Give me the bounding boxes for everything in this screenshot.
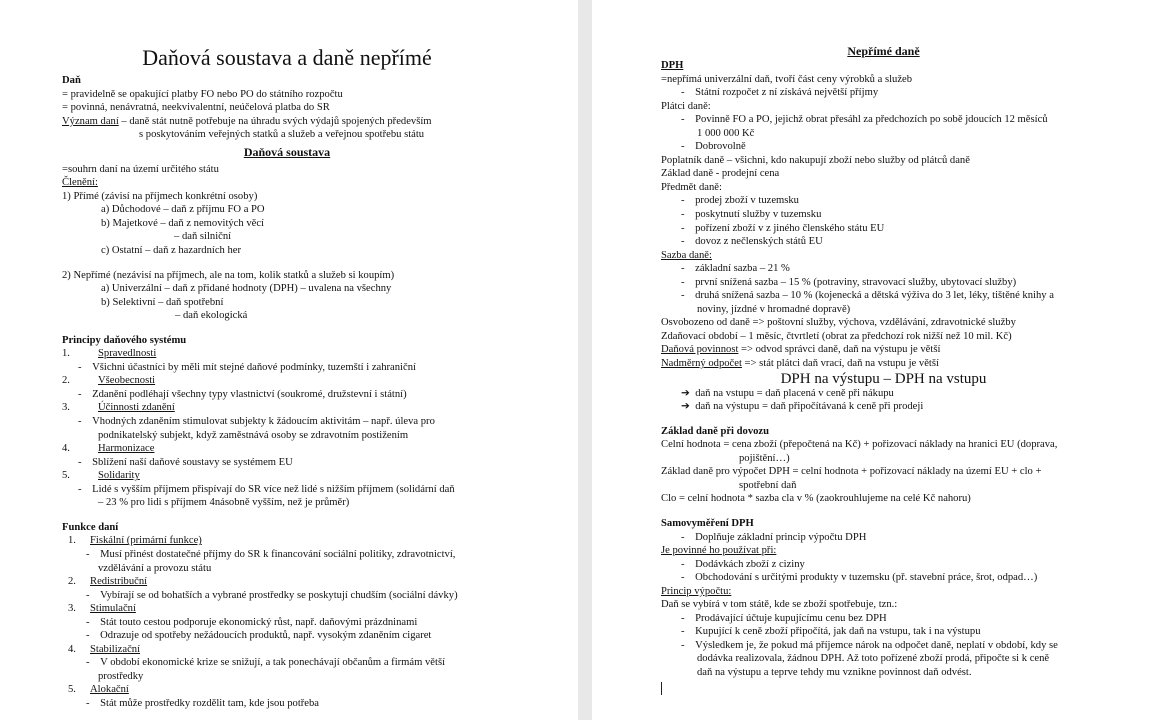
funkce-item-2-text: - Vybírají se od bohatších a vybrané prostředky se poskytují chudším (sociální dávky) bbox=[86, 589, 458, 601]
funkce-item-5-text: - Stát může prostředky rozdělit tam, kde jsou potřeba bbox=[86, 697, 320, 709]
document-page-right[interactable] bbox=[592, 0, 1170, 720]
dovoz-1: Celní hodnota = cena zboží (přepočtená na Kč) + pořizovací náklady na hranici EU (doprava, bbox=[661, 439, 1058, 451]
dovoz-2: Základ daně pro výpočet DPH = celní hodnota + pořizovací náklady na území EU + clo + bbox=[661, 466, 1042, 478]
platci-1: - Povinně FO a PO, jejichž obrat přesáhl za předchozích po sobě jdoucích 12 měsíců bbox=[681, 114, 1048, 126]
princip-item-cont: dodávka realizovala, žádnou DPH. Až toto pořízené zboží prodá, připočte si k ceně bbox=[697, 653, 1050, 665]
predmet-item: - poskytnutí služby v tuzemsku bbox=[681, 209, 822, 221]
principy-item-2: 2. Všeobecnosti bbox=[62, 375, 156, 387]
sazba-label: Sazba daně: bbox=[661, 249, 712, 261]
neprime-b: b) Selektivní – daň spotřební bbox=[101, 296, 224, 308]
funkce-item-1: 1. Fiskální (primární funkce) bbox=[68, 535, 202, 547]
sazba-2: - první snížená sazba – 15 % (potraviny, stravovací služby, ubytovací služby) bbox=[681, 276, 1017, 288]
funkce-item-4-text-2: prostředky bbox=[98, 670, 144, 682]
dan-def-2: = povinná, nenávratná, neekvivalentní, neúčelová platba do SR bbox=[62, 102, 330, 114]
zaklad: Základ daně - prodejní cena bbox=[661, 168, 780, 180]
vyznam-label: Význam daní bbox=[62, 115, 119, 127]
dovoz-heading: Základ daně při dovozu bbox=[661, 425, 770, 437]
neprime-line: 2) Nepřímé (nezávisí na příjmech, ale na tom, kolik statků a služeb si koupím) bbox=[62, 269, 395, 281]
neprime-a: a) Univerzální – daň z přidané hodnoty (DPH) – uvalena na všechny bbox=[101, 283, 392, 295]
vystup-vstup-heading: DPH na výstupu – DPH na vstupu bbox=[780, 370, 987, 387]
platci-2: - Dobrovolně bbox=[681, 141, 746, 153]
arrow-right-icon: ➔ bbox=[681, 387, 690, 399]
funkce-item-2: 2. Redistribuční bbox=[68, 576, 148, 588]
predmet-item: - dovoz z nečlenských států EU bbox=[681, 236, 823, 248]
prime-b: b) Majetkové – daň z nemovitých věcí bbox=[101, 217, 264, 229]
document-page-left[interactable] bbox=[0, 0, 578, 720]
neprime-b2: – daň ekologická bbox=[175, 310, 248, 322]
funkce-item-3: 3. Stimulační bbox=[68, 603, 136, 615]
nadmerny-odpocet: Nadměrný odpočet => stát plátci daň vrací, daň na vstupu je větší bbox=[661, 358, 939, 370]
princip-item: - Kupující k ceně zboží připočítá, jak daň na vstupu, tak i na výstupu bbox=[681, 626, 981, 638]
platci-label: Plátci daně: bbox=[661, 100, 711, 112]
principy-heading: Principy daňového systému bbox=[62, 334, 187, 346]
princip-label: Princip výpočtu: bbox=[661, 585, 732, 597]
dph-def: =nepřímá univerzální daň, tvoří část ceny výrobků a služeb bbox=[661, 73, 913, 85]
prime-a: a) Důchodové – daň z příjmu FO a PO bbox=[101, 204, 265, 216]
page-title: Daňová soustava a daně nepřímé bbox=[142, 45, 432, 70]
principy-item-5-text-2: – 23 % pro lidi s příjmem 4násobně vyšším, než je průměr) bbox=[98, 497, 350, 509]
danova-povinnost: Daňová povinnost => odvod správci daně, daň na výstupu je větší bbox=[661, 344, 941, 356]
osvobozeno: Osvobozeno od daně => poštovní služby, výchova, vzdělávání, zdravotnické služby bbox=[661, 317, 1016, 329]
princip-item-cont: daň na výstupu a teprve tehdy mu vznikne povinnost daň odvést. bbox=[697, 666, 972, 678]
dan-def-1: = pravidelně se opakující platby FO nebo PO do státního rozpočtu bbox=[62, 88, 343, 100]
soustava-heading: Daňová soustava bbox=[243, 144, 331, 159]
povinne-item: - Dodávkách zboží z ciziny bbox=[681, 558, 805, 570]
funkce-item-3-text: - Stát touto cestou podporuje ekonomický růst, např. daňovými prázdninami bbox=[86, 616, 418, 628]
principy-item-5: 5. Solidarity bbox=[62, 470, 140, 482]
principy-item-3: 3. Účinnosti zdanění bbox=[62, 402, 175, 414]
principy-item-4: 4. Harmonizace bbox=[62, 443, 155, 455]
funkce-heading: Funkce daní bbox=[62, 521, 119, 533]
funkce-item-5: 5. Alokační bbox=[68, 684, 129, 696]
prime-line: 1) Přímé (závisí na příjmech konkrétní osoby) bbox=[62, 190, 258, 202]
principy-item-1-text: - Všichni účastníci by měli mít stejné daňové podmínky, tuzemští i zahraniční bbox=[78, 361, 416, 373]
dph-label: DPH bbox=[661, 60, 684, 71]
dovoz-2b: spotřební daň bbox=[739, 479, 797, 491]
predmet-label: Předmět daně: bbox=[661, 181, 722, 193]
funkce-item-3-text-b: - Odrazuje od spotřeby nežádoucích produktů, např. vysokým zdaněním cigaret bbox=[86, 630, 432, 642]
neprime-dane-heading: Nepřímé daně bbox=[847, 44, 920, 58]
zdanovaci-obdobi: Zdaňovací období – 1 měsíc, čtvrtletí (obrat za předchozí rok nižší než 10 mil. Kč) bbox=[661, 330, 1012, 342]
funkce-item-1-text-2: vzdělávání a provozu státu bbox=[98, 562, 212, 574]
povinne-label: Je povinné ho používat při: bbox=[661, 545, 777, 557]
principy-item-3-text: - Vhodných zdaněním stimulovat subjekty k žádoucím aktivitám – např. úleva pro bbox=[78, 416, 435, 428]
samo-1: - Doplňuje základní princip výpočtu DPH bbox=[681, 531, 867, 543]
poplatnik: Poplatník daně – všichni, kdo nakupují zboží nebo služby od plátců daně bbox=[661, 154, 970, 166]
sazba-3: - druhá snížená sazba – 10 % (kojenecká a dětská výživa do 3 let, léky, tištěné knihy a bbox=[681, 290, 1054, 302]
princip-item: - Výsledkem je, že pokud má příjemce nárok na odpočet daně, neplatí v období, kdy se bbox=[681, 639, 1058, 651]
dovoz-1b: pojištění…) bbox=[739, 452, 790, 464]
princip-text: Daň se vybírá v tom státě, kde se zboží spotřebuje, tzn.: bbox=[661, 599, 898, 611]
arrow-item: ➔ daň na výstupu = daň připočítávaná k ceně při prodeji bbox=[681, 401, 924, 413]
arrow-item: ➔ daň na vstupu = daň placená v ceně při nákupu bbox=[681, 387, 894, 399]
funkce-item-4: 4. Stabilizační bbox=[68, 643, 141, 655]
sazba-1: - základní sazba – 21 % bbox=[681, 263, 790, 275]
vyznam-text: – daně stát nutně potřebuje na úhradu svých výdajů spojených především bbox=[118, 115, 432, 127]
samovymereni-heading: Samovyměření DPH bbox=[661, 517, 754, 529]
prime-b2: – daň silniční bbox=[174, 231, 232, 243]
principy-item-5-text: - Lidé s vyšším příjmem přispívají do SR více než lidé s nižším příjmem (solidární daň bbox=[78, 483, 455, 495]
dan-label: Daň bbox=[62, 75, 81, 86]
povinne-item: - Obchodování s určitými produkty v tuzemsku (př. stavební práce, šrot, odpad…) bbox=[681, 572, 1038, 584]
predmet-item: - pořízení zboží v z jiného členského státu EU bbox=[681, 222, 885, 234]
text-cursor bbox=[661, 682, 662, 695]
princip-item: - Prodávající účtuje kupujícímu cenu bez DPH bbox=[681, 612, 887, 624]
soustava-def: =souhrn daní na území určitého státu bbox=[62, 163, 219, 175]
principy-item-1: 1. Spravedlnosti bbox=[62, 348, 157, 360]
vyznam-dani bbox=[62, 115, 578, 129]
predmet-item: - prodej zboží v tuzemsku bbox=[681, 195, 799, 207]
funkce-item-1-text: - Musí přinést dostatečné příjmy do SR k financování sociální politiky, zdravotnictví, bbox=[86, 548, 456, 560]
funkce-item-4-text: - V období ekonomické krize se snižují, a tak ponechávají občanům a firmám větší bbox=[86, 657, 446, 669]
vyznam-text-2: s poskytováním veřejných statků a služeb a veřejnou spotřebu státu bbox=[139, 129, 425, 141]
principy-item-4-text: - Sblížení naší daňové soustavy se systémem EU bbox=[78, 456, 293, 468]
cleneni-label: Členění: bbox=[62, 177, 98, 189]
prime-c: c) Ostatní – daň z hazardních her bbox=[101, 245, 242, 257]
dovoz-3: Clo = celní hodnota * sazba cla v % (zaokrouhlujeme na celé Kč nahoru) bbox=[661, 493, 971, 505]
sazba-3b: noviny, jízdné v hromadné dopravě) bbox=[697, 303, 851, 315]
arrow-right-icon: ➔ bbox=[681, 401, 690, 413]
principy-item-3-text-2: podnikatelský subjekt, když zaměstnává osoby se zdravotním postižením bbox=[98, 429, 409, 441]
principy-item-2-text: - Zdanění podléhají všechny typy vlastnictví (soukromé, družstevní i státní) bbox=[78, 388, 407, 400]
dph-def-sub: - Státní rozpočet z ní získává největší příjmy bbox=[681, 87, 879, 99]
platci-1b: 1 000 000 Kč bbox=[697, 127, 755, 139]
